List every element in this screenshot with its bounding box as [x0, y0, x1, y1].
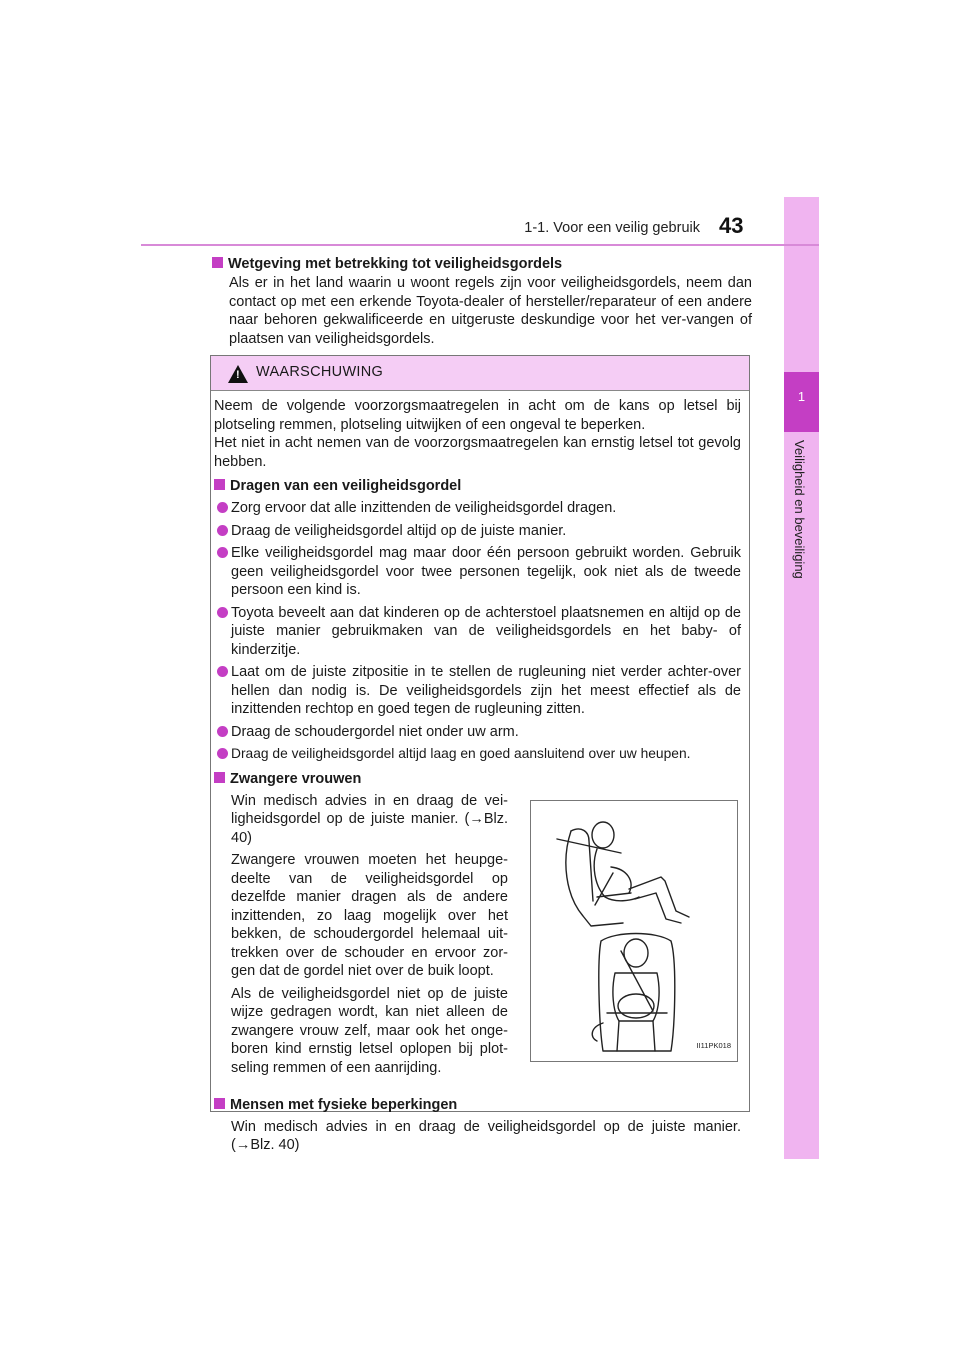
- square-bullet-icon: [214, 772, 225, 783]
- bullet-dot-icon: [217, 525, 228, 536]
- list-item: Zorg ervoor dat alle inzittenden de veiligheidsgordel dragen.: [214, 499, 741, 518]
- seatbelt-illustration-svg: [531, 801, 737, 1061]
- paragraph: Zwangere vrouwen moeten het heupge-deelte van de veiligheidsgordel op dezelfde manier dragen als de andere inzittenden, zo laag mogelijk over het bekken, de schoudergordel helemaal uit-trekken over de schouder en ervoor zor-gen dat de gordel niet over de buik loopt.: [231, 852, 508, 979]
- bullet-dot-icon: [217, 607, 228, 618]
- paragraph: Als de veiligheidsgordel niet op de juiste wijze gedragen wordt, kan niet alleen de zwangere vrouw zelf, maar ook het onge-boren kind ernstig letsel oplopen bij plot-seling remmen of een aanrijding.: [231, 985, 508, 1076]
- square-bullet-icon: [214, 479, 225, 490]
- list-item: Draag de veiligheidsgordel altijd laag en goed aansluitend over uw heupen.: [214, 745, 741, 764]
- paragraph: Win medisch advies in en draag de vei-ligheidsgordel op de juiste manier. (→Blz. 40): [231, 792, 508, 846]
- chapter-number: 1: [797, 389, 806, 404]
- square-bullet-icon: [212, 257, 223, 268]
- list-item: Laat om de juiste zitpositie in te stellen de rugleuning niet verder achter-over hellen dan nodig is. De veiligheidsgordels zijn het meest effectief als de inzittenden rechtop en goed tegen de rugleuning zitten.: [214, 663, 741, 719]
- warning-header: [211, 356, 749, 391]
- disabled-body: Win medisch advies in en draag de veiligheidsgordel op de juiste manier. (→Blz. 40): [231, 1118, 741, 1153]
- page-number: 43: [719, 213, 744, 238]
- bullet-dot-icon: [217, 726, 228, 737]
- chapter-side-tab: [784, 197, 819, 1159]
- bullet-dot-icon: [217, 502, 228, 513]
- pregnant-seatbelt-illustration: [530, 800, 738, 1062]
- bullet-dot-icon: [217, 547, 228, 558]
- seatbelt-heading: Dragen van een veiligheidsgordel: [214, 477, 741, 496]
- warning-box: [210, 355, 750, 1153]
- square-bullet-icon: [214, 1098, 225, 1109]
- warning-triangle-icon: !: [228, 365, 248, 383]
- bullet-dot-icon: [217, 666, 228, 677]
- list-item: Toyota beveelt aan dat kinderen op de achterstoel plaatsnemen en altijd op de juiste manier gebruikmaken van de veiligheidsgordels en het baby- of kinderzitje.: [214, 604, 741, 660]
- list-item: Draag de veiligheidsgordel altijd op de juiste manier.: [214, 522, 741, 541]
- legislation-body: Als er in het land waarin u woont regels zijn voor veiligheidsgordels, neem dan contact op met een erkende Toyota-dealer of hersteller/reparateur of een andere naar behoren gekwalificeerde en uitgeruste deskundige voor het ver-vangen of plaatsen van veiligheidsgordels.: [229, 275, 752, 347]
- pregnant-text: [231, 792, 508, 1082]
- disabled-heading: Mensen met fysieke beperkingen: [214, 1096, 741, 1115]
- warning-intro-line: Het niet in acht nemen van de voorzorgsmaatregelen kan ernstig letsel tot gevolg hebben.: [214, 435, 741, 470]
- pregnant-section: [214, 792, 741, 1092]
- warning-body: [211, 391, 749, 1155]
- chapter-title: Veiligheid en beveiliging: [792, 440, 807, 579]
- warning-intro: [214, 397, 741, 471]
- list-item: Elke veiligheidsgordel mag maar door één persoon gebruikt worden. Gebruik geen veiligheidsgordel voor twee personen tegelijk, ook niet als de tweede persoon een kind is.: [214, 544, 741, 600]
- warning-label: WAARSCHUWING: [256, 364, 384, 380]
- bullet-dot-icon: [217, 748, 228, 759]
- pregnant-heading: Zwangere vrouwen: [214, 770, 741, 789]
- legislation-heading: Wetgeving met betrekking tot veiligheidsgordels: [212, 255, 752, 274]
- header-rule: [141, 244, 819, 246]
- list-item: Draag de schoudergordel niet onder uw arm.: [214, 723, 741, 742]
- figure-code: II11PK018: [696, 1041, 731, 1050]
- section-title: 1-1. Voor een veilig gebruik: [524, 220, 700, 236]
- legislation-section: [212, 255, 752, 348]
- warning-intro-line: Neem de volgende voorzorgsmaatregelen in acht om de kans op letsel bij plotseling remmen, plotseling uitwijken of een ongeval te beperken.: [214, 398, 741, 433]
